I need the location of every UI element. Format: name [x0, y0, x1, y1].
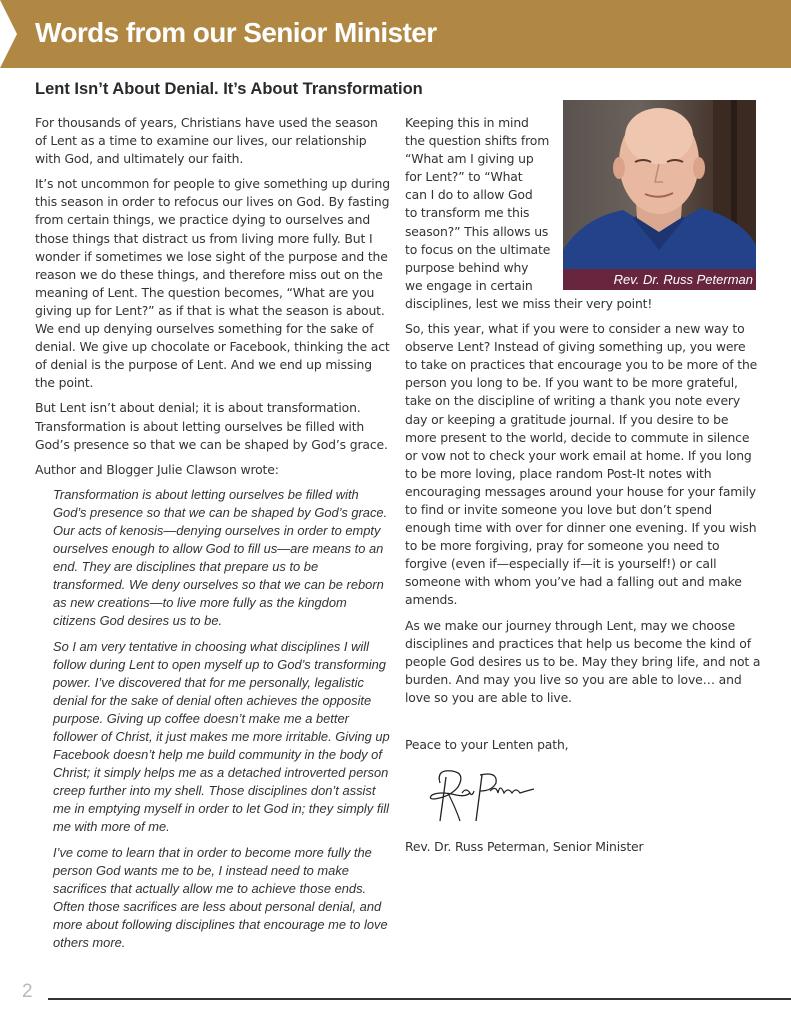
- block-quote-paragraph: I’ve come to learn that in order to become more fully the person God wants me to be, I instead need to make sacrifices that actually allow me to achieve those ends. Often those sacrifices are less about personal denial, and more about following disciplines that encourage me to love others more.: [53, 844, 388, 951]
- block-quote-paragraph: Transformation is about letting ourselves be filled with God’s presence so that we can be shaped by God’s grace. Our acts of kenosis—denying ourselves in order to empty ourselves enough to allow God to fill us—are means to an end. They are disciplines that prepare us to be transformed. We deny ourselves so that we can be reborn as new creations—to live more fully as the kingdom citizens God desires us to be.: [53, 486, 388, 629]
- wrap-text-line: purpose behind why: [405, 259, 529, 275]
- wrap-text-line: season?” This allows us: [405, 223, 549, 239]
- photo-caption: Rev. Dr. Russ Peterman: [563, 269, 756, 290]
- body-paragraph: As we make our journey through Lent, may we choose disciplines and practices that help us become the kind of people God desires us to be. May they bring life, and not a burden. And may you live so you are able to love… and love so you are able to live.: [405, 617, 761, 705]
- wrap-text-line: we engage in certain: [405, 277, 533, 293]
- wrap-text-line: to focus on the ultimate: [405, 241, 551, 257]
- page-number: 2: [22, 981, 33, 1002]
- article-heading: Lent Isn’t About Denial. It’s About Transformation: [35, 80, 423, 98]
- wrap-text-line: “What am I giving up: [405, 151, 534, 167]
- left-column: [35, 114, 391, 959]
- section-banner: [0, 0, 791, 68]
- minister-portrait-photo: [563, 100, 756, 290]
- quote-attribution: Author and Blogger Julie Clawson wrote:: [35, 461, 279, 477]
- body-paragraph: So, this year, what if you were to consider a new way to observe Lent? Instead of giving something up, you were to take on practices that encourage you to be more of the person you long to be. If you want to be more grateful, take on the discipline of writing a thank you note every day or keeping a gratitude journal. If you desire to be more present to the world, decide to commute in silence or vow not to check your work email at home. If you long to be more loving, place random Post-It notes with encouraging messages around your house for your family to find or invite someone you love but don’t spend enough time with over for dinner one evening. If you wish to be more forgiving, pray for someone you need to forgive (even if—especially if—it is yourself!) or call someone with whom you’ve had a falling out and make amends.: [405, 321, 758, 608]
- signoff-name: Rev. Dr. Russ Peterman, Senior Minister: [405, 839, 644, 854]
- closing-line: Peace to your Lenten path,: [405, 737, 569, 752]
- wrap-text-line: can I do to allow God: [405, 187, 533, 203]
- block-quote-paragraph: So I am very tentative in choosing what disciplines I will follow during Lent to open myself up to God’s transforming power. I’ve discovered that for me personally, legalistic denial for the sake of denial often achieves the opposite purpose. Giving up coffee doesn’t make me a better follower of Christ, it just makes me more irritable. Giving up Facebook doesn’t help me build community in the body of Christ; it simply helps me as a detached introverted person creep further into my shell. Those disciplines don’t assist me in emptying myself in order to let God in; they simply fill me with more of me.: [53, 638, 390, 835]
- section-title: Words from our Senior Minister: [35, 17, 437, 48]
- wrap-text-line: to transform me this: [405, 205, 530, 221]
- wrap-text-line: Keeping this in mind: [405, 115, 529, 130]
- body-paragraph: For thousands of years, Christians have used the season of Lent as a time to examine our lives, our relationship with God, and ultimately our faith.: [35, 115, 378, 167]
- body-paragraph: But Lent isn’t about denial; it is about transformation. Transformation is about letting ourselves be filled with God’s presence so that we can be shaped by God’s grace.: [35, 400, 388, 452]
- wrap-text-line: disciplines, lest we miss their very point!: [405, 295, 653, 311]
- wrap-text-line: for Lent?” to “What: [405, 169, 523, 185]
- banner-chevron-notch: [0, 0, 17, 68]
- body-paragraph: It’s not uncommon for people to give something up during this season in order to refocus our lives on God. By fasting from certain things, we practice dying to ourselves and those things that distract us from living more fully. But I wonder if sometimes we lose sight of the purpose and the reason we do these things, and therefore miss out on the meaning of Lent. The question becomes, “What are you giving up for Lent?” as if that is what the season is about. We end up denying ourselves something for the sake of denial. We give up chocolate or Facebook, thinking the act of denial is the purpose of Lent. And we end up missing the point.: [35, 176, 390, 391]
- portrait-illustration: [563, 100, 756, 290]
- wrap-text-line: the question shifts from: [405, 133, 550, 149]
- signature-image: [426, 765, 536, 827]
- footer-divider: [48, 998, 791, 1000]
